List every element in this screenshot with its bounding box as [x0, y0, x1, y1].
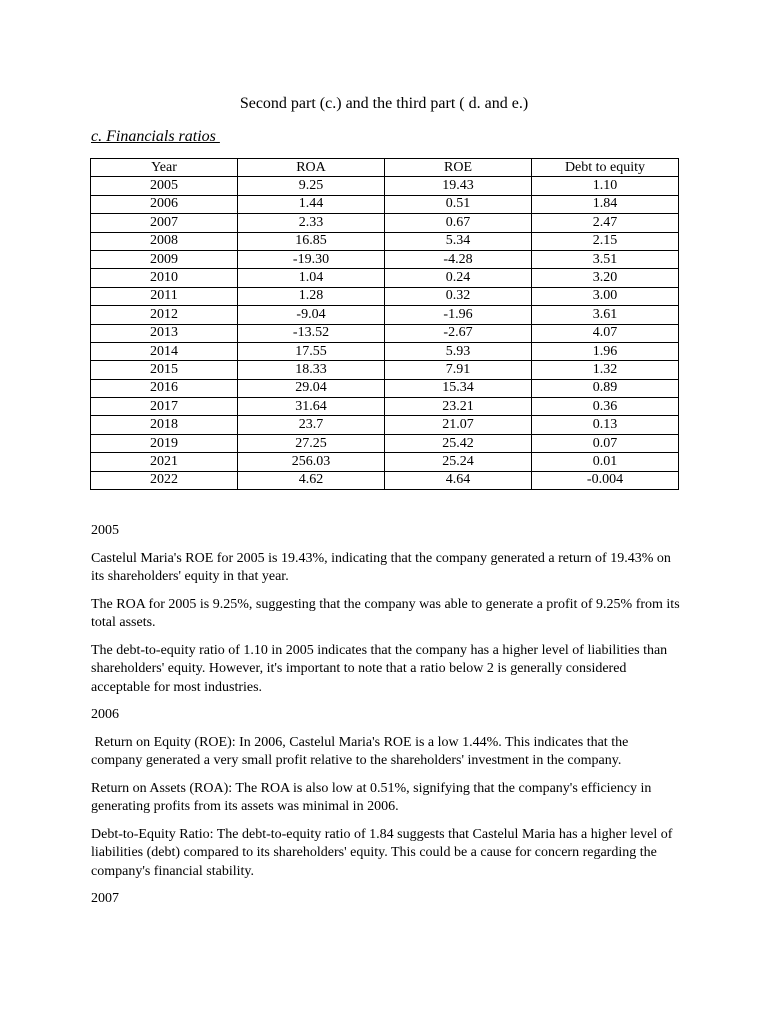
debt-to-equity-cell: 4.07	[532, 324, 679, 342]
table-row	[91, 306, 679, 324]
year-cell: 2021	[91, 453, 238, 471]
debt-to-equity-cell: 3.20	[532, 269, 679, 287]
paragraph: 2005	[91, 523, 119, 538]
body-text	[91, 522, 684, 918]
roe-cell: 25.24	[385, 453, 532, 471]
year-cell: 2015	[91, 361, 238, 379]
year-cell: 2016	[91, 379, 238, 397]
debt-to-equity-cell: 1.10	[532, 177, 679, 195]
roa-cell: 1.04	[238, 269, 385, 287]
debt-to-equity-cell: 3.61	[532, 306, 679, 324]
roa-cell: 4.62	[238, 471, 385, 489]
debt-to-equity-cell: 0.36	[532, 398, 679, 416]
roa-cell: 23.7	[238, 416, 385, 434]
year-cell: 2005	[91, 177, 238, 195]
column-header-debt-to-equity: Debt to equity	[532, 159, 679, 177]
debt-to-equity-cell: 0.01	[532, 453, 679, 471]
year-cell: 2019	[91, 434, 238, 452]
roa-cell: 1.44	[238, 195, 385, 213]
roe-cell: 0.24	[385, 269, 532, 287]
year-cell: 2007	[91, 214, 238, 232]
column-header-year: Year	[91, 159, 238, 177]
year-cell: 2014	[91, 342, 238, 360]
roa-cell: -19.30	[238, 250, 385, 268]
table-row	[91, 269, 679, 287]
roe-cell: 7.91	[385, 361, 532, 379]
table-row	[91, 214, 679, 232]
table-row	[91, 342, 679, 360]
roa-cell: -13.52	[238, 324, 385, 342]
roe-cell: 0.51	[385, 195, 532, 213]
roa-cell: 31.64	[238, 398, 385, 416]
table-row	[91, 287, 679, 305]
year-cell: 2011	[91, 287, 238, 305]
roa-cell: 29.04	[238, 379, 385, 397]
table-row	[91, 416, 679, 434]
debt-to-equity-cell: 0.13	[532, 416, 679, 434]
debt-to-equity-cell: -0.004	[532, 471, 679, 489]
paragraph: 2007	[91, 891, 119, 906]
table-row	[91, 232, 679, 250]
roe-cell: 25.42	[385, 434, 532, 452]
paragraph: The debt-to-equity ratio of 1.10 in 2005 indicates that the company has a higher level of liabilities than shareholders' equity. However, it's important to note that a ratio below 2 is generally considered acceptable for most industries.	[91, 642, 671, 695]
paragraph: The ROA for 2005 is 9.25%, suggesting that the company was able to generate a profit of 9.25% from its total assets.	[91, 596, 684, 630]
roe-cell: 4.64	[385, 471, 532, 489]
roe-cell: -4.28	[385, 250, 532, 268]
debt-to-equity-cell: 1.84	[532, 195, 679, 213]
paragraph: Castelul Maria's ROE for 2005 is 19.43%, indicating that the company generated a return of 19.43% on its shareholders' equity in that year.	[91, 550, 675, 584]
paragraph: Debt-to-Equity Ratio: The debt-to-equity ratio of 1.84 suggests that Castelul Maria has a higher level of liabilities (debt) compared to its shareholders' equity. This could be a cause for concern regarding the company's financial stability.	[91, 826, 676, 879]
section-heading: c. Financials ratios	[91, 128, 220, 145]
table-body	[91, 177, 679, 490]
table-row	[91, 361, 679, 379]
table-row	[91, 177, 679, 195]
year-cell: 2017	[91, 398, 238, 416]
year-cell: 2006	[91, 195, 238, 213]
debt-to-equity-cell: 1.96	[532, 342, 679, 360]
roe-cell: 19.43	[385, 177, 532, 195]
roe-cell: 0.67	[385, 214, 532, 232]
year-cell: 2008	[91, 232, 238, 250]
debt-to-equity-cell: 3.51	[532, 250, 679, 268]
roa-cell: 9.25	[238, 177, 385, 195]
paragraph: 2006	[91, 707, 119, 722]
roe-cell: 0.32	[385, 287, 532, 305]
table-row	[91, 195, 679, 213]
document-title: Second part (c.) and the third part ( d. and e.)	[239, 95, 529, 112]
year-cell: 2022	[91, 471, 238, 489]
roa-cell: 27.25	[238, 434, 385, 452]
roe-cell: 5.34	[385, 232, 532, 250]
year-cell: 2018	[91, 416, 238, 434]
roa-cell: 1.28	[238, 287, 385, 305]
year-cell: 2010	[91, 269, 238, 287]
debt-to-equity-cell: 2.15	[532, 232, 679, 250]
debt-to-equity-cell: 0.07	[532, 434, 679, 452]
column-header-roe: ROE	[385, 159, 532, 177]
debt-to-equity-cell: 1.32	[532, 361, 679, 379]
roa-cell: 18.33	[238, 361, 385, 379]
debt-to-equity-cell: 0.89	[532, 379, 679, 397]
year-cell: 2013	[91, 324, 238, 342]
roe-cell: 15.34	[385, 379, 532, 397]
table-row	[91, 453, 679, 471]
table-header-row	[91, 159, 679, 177]
roa-cell: -9.04	[238, 306, 385, 324]
roe-cell: -1.96	[385, 306, 532, 324]
roe-cell: -2.67	[385, 324, 532, 342]
table-row	[91, 398, 679, 416]
roe-cell: 5.93	[385, 342, 532, 360]
column-header-roa: ROA	[238, 159, 385, 177]
debt-to-equity-cell: 3.00	[532, 287, 679, 305]
year-cell: 2009	[91, 250, 238, 268]
roa-cell: 256.03	[238, 453, 385, 471]
roe-cell: 21.07	[385, 416, 532, 434]
table-row	[91, 324, 679, 342]
table-row	[91, 434, 679, 452]
roa-cell: 16.85	[238, 232, 385, 250]
table-row	[91, 471, 679, 489]
paragraph: Return on Assets (ROA): The ROA is also low at 0.51%, signifying that the company's efficiency in generating profits from its assets was minimal in 2006.	[91, 780, 655, 814]
debt-to-equity-cell: 2.47	[532, 214, 679, 232]
paragraph: Return on Equity (ROE): In 2006, Castelul Maria's ROE is a low 1.44%. This indicates that the company generated a very small profit relative to the shareholders' investment in the company.	[91, 734, 632, 768]
year-cell: 2012	[91, 306, 238, 324]
financial-ratios-table	[90, 158, 679, 490]
roe-cell: 23.21	[385, 398, 532, 416]
roa-cell: 17.55	[238, 342, 385, 360]
table-row	[91, 250, 679, 268]
table-row	[91, 379, 679, 397]
roa-cell: 2.33	[238, 214, 385, 232]
